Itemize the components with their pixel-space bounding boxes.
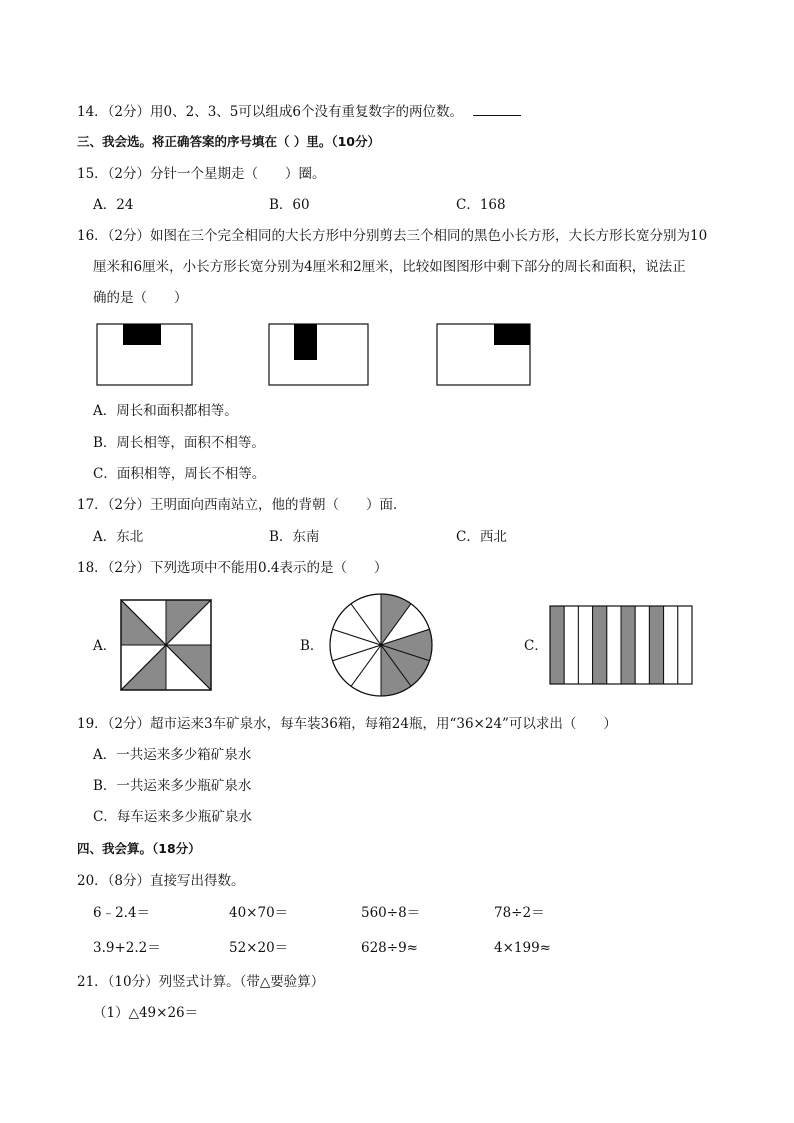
question-17: 17．（2分）王明面向西南站立，他的背朝（ ）面．: [77, 497, 407, 513]
q15-option-c[interactable]: C．168: [456, 197, 506, 213]
strip-cell: [664, 606, 678, 684]
strip-cell: [621, 606, 635, 684]
question-21: 21．（10分）列竖式计算。（带△要验算）: [77, 974, 325, 990]
q16-figure-1: [97, 324, 192, 385]
question-16-line1: 16．（2分）如图在三个完全相同的大长方形中分别剪去三个相同的黑色小长方形，大长方形长宽分别为10: [77, 228, 708, 244]
strip-cell: [564, 606, 578, 684]
q17-option-b[interactable]: B．东南: [269, 529, 320, 545]
strip-cell: [649, 606, 663, 684]
q16-option-b[interactable]: B．周长相等，面积不相等。: [93, 435, 265, 451]
q19-option-a[interactable]: A．一共运来多少箱矿泉水: [93, 747, 252, 763]
black-small-rectangle: [494, 324, 530, 345]
q17-option-a[interactable]: A．东北: [93, 529, 144, 545]
strip-cell: [635, 606, 649, 684]
q16-option-a[interactable]: A．周长和面积都相等。: [93, 403, 238, 419]
q18-label-a[interactable]: A．: [93, 638, 117, 654]
q18-figure-b-circle: [328, 592, 434, 698]
calc-item: 3.9+2.2＝: [93, 940, 161, 956]
q16-figure-3: [437, 324, 530, 385]
q15-option-b[interactable]: B．60: [269, 197, 310, 213]
question-15: 15．（2分）分针一个星期走（ ）圈。: [77, 166, 326, 182]
q19-option-c[interactable]: C．每车运来多少瓶矿泉水: [93, 809, 252, 825]
question-20: 20．（8分）直接写出得数。: [77, 873, 245, 889]
q17-option-c[interactable]: C．西北: [456, 529, 507, 545]
question-16-line3: 确的是（ ）: [93, 290, 188, 306]
black-small-rectangle: [123, 324, 161, 345]
q16-figures: [90, 318, 540, 390]
q19-option-b[interactable]: B．一共运来多少瓶矿泉水: [93, 778, 252, 794]
question-16-line2: 厘米和6厘米，小长方形长宽分别为4厘米和2厘米，比较如图图形中剩下部分的周长和面积，说法正: [93, 259, 686, 275]
big-rectangle: [269, 324, 368, 385]
section-4-title: 四、我会算。（18分）: [77, 841, 201, 856]
section-3-title: 三、我会选。将正确答案的序号填在（ ）里。（10分）: [77, 134, 380, 149]
calc-item: 78÷2＝: [494, 905, 545, 921]
calc-item: 52×20＝: [229, 940, 289, 956]
q18-figure-c-strip: [549, 605, 695, 687]
strip-cell: [578, 606, 592, 684]
calc-item: 628÷9≈: [361, 940, 418, 956]
q18-label-c[interactable]: C．: [524, 638, 548, 654]
q18-label-b[interactable]: B．: [300, 638, 324, 654]
question-14: [77, 101, 521, 122]
question-18: 18．（2分）下列选项中不能用0.4表示的是（ ）: [77, 560, 388, 576]
calc-item: 40×70＝: [229, 905, 289, 921]
q14-text: 14．（2分）用0、2、3、5可以组成6个没有重复数字的两位数。: [77, 104, 463, 120]
calc-item: 6﹣2.4＝: [93, 905, 151, 921]
q16-option-c[interactable]: C．面积相等，周长不相等。: [93, 466, 266, 482]
strip-cell: [607, 606, 621, 684]
calc-item: 4×199≈: [494, 940, 551, 956]
strip-cell: [593, 606, 607, 684]
q21-sub-1: （1）△49×26＝: [93, 1005, 199, 1021]
question-19: 19．（2分）超市运来3车矿泉水，每车装36箱，每箱24瓶，用“36×24”可以求出（ ）: [77, 716, 617, 732]
strip-cell: [550, 606, 564, 684]
answer-blank[interactable]: [473, 101, 521, 116]
q18-figure-a-square: [120, 599, 212, 691]
strip-cell: [678, 606, 692, 684]
calc-item: 560÷8＝: [361, 905, 421, 921]
q16-figure-2: [269, 324, 368, 385]
q15-option-a[interactable]: A．24: [93, 197, 134, 213]
black-small-rectangle: [294, 324, 317, 360]
